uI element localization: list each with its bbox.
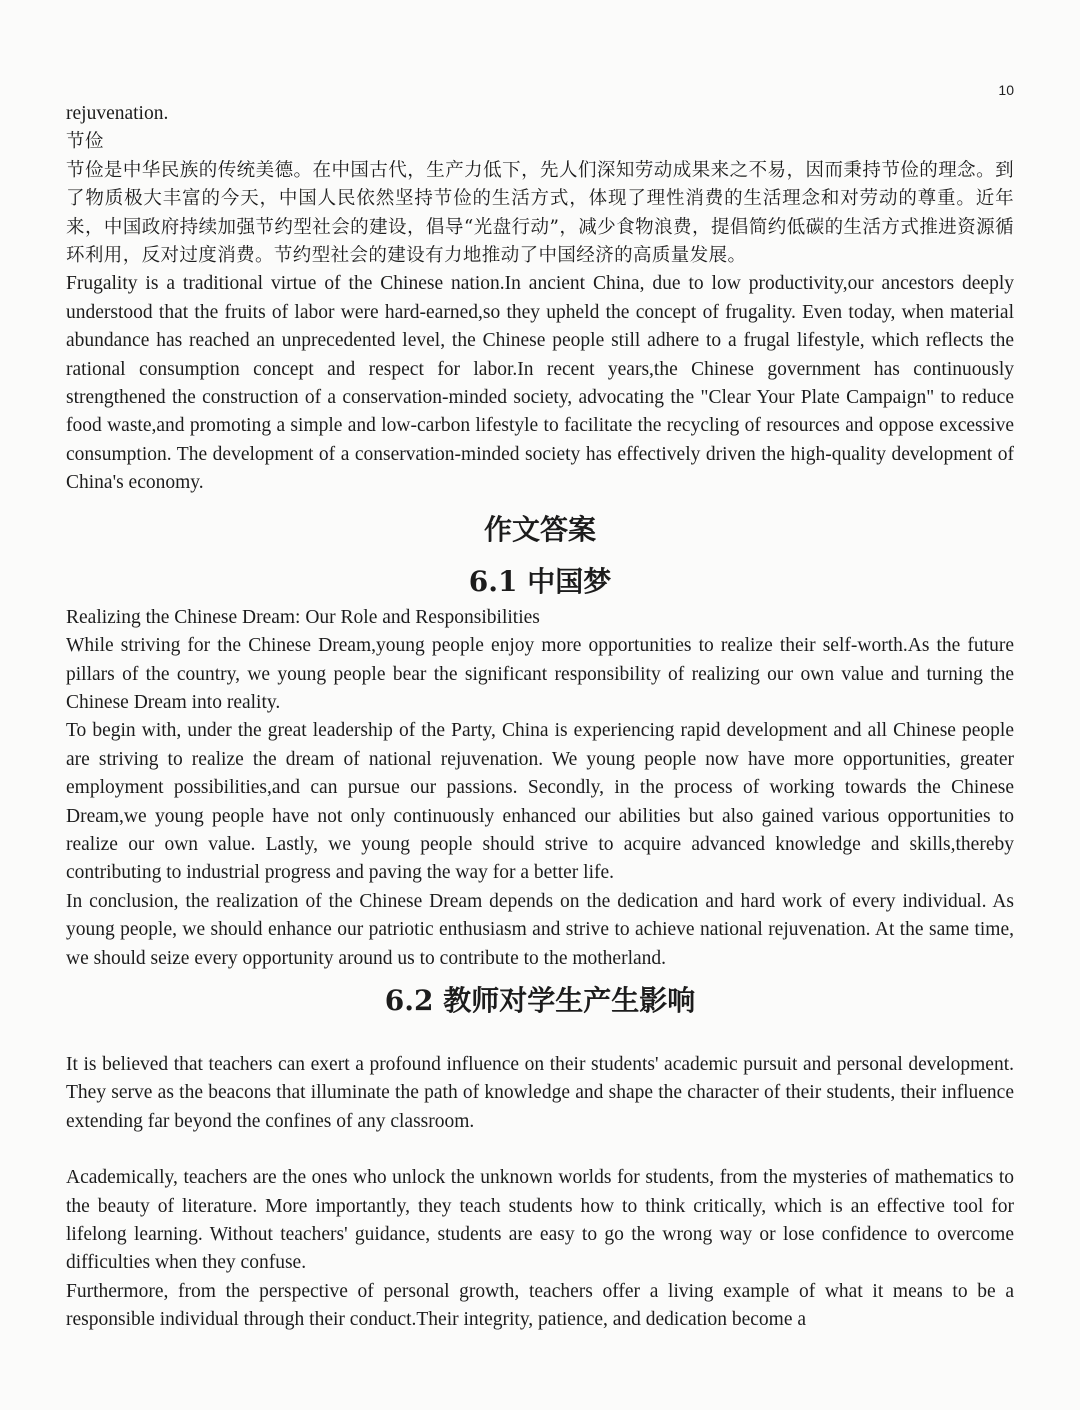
essay-6-1-paragraph-3: In conclusion, the realization of the Chinese Dream depends on the dedication and hard work of every individual. As young people, we should enhance our patriotic enthusiasm and strive to achieve national rejuvenation. At the same time, we should seize every opportunity around us to contribute to the motherland. bbox=[66, 890, 1014, 969]
essay-answers-heading: 作文答案 bbox=[483, 512, 596, 546]
frugality-title: 节俭 bbox=[66, 131, 104, 153]
essay-6-1-paragraph-1: While striving for the Chinese Dream,young people enjoy more opportunities to realize their self-worth.As the future pillars of the country, we young people bear the significant responsibility of realizing our own value and turning the Chinese Dream into reality. bbox=[66, 635, 1014, 713]
previous-paragraph-tail: rejuvenation. bbox=[66, 103, 169, 124]
frugality-chinese-paragraph: 节俭是中华民族的传统美德。在中国古代，生产力低下，先人们深知劳动成果来之不易，因而秉持节俭的理念。到了物质极大丰富的今天，中国人民依然坚持节俭的生活方式，体现了理性消费的生活理念和对劳动的尊重。近年来，中国政府持续加强节约型社会的建设，倡导“光盘行动”，减少食物浪费，提倡简约低碳的生活方式推进资源循环利用，反对过度消费。节约型社会的建设有力地推动了中国经济的高质量发展。 bbox=[66, 159, 1014, 267]
page-number: 10 bbox=[998, 82, 1014, 98]
frugality-english-paragraph: Frugality is a traditional virtue of the Chinese nation.In ancient China, due to low productivity,our ancestors deeply understood that the fruits of labor were hard-earned,so they upheld the concept of frugality. Even today, when material abundance has reached an unprecedented level, the Chinese people still adhere to a frugal lifestyle, which reflects the rational consumption concept and respect for labor.In recent years,the Chinese government has continuously strengthened the construction of a conservation-minded society, advocating the "Clear Your Plate Campaign" to reduce food waste,and promoting a simple and low-carbon lifestyle to facilitate the recycling of resources and oppose excessive consumption. The development of a conservation-minded society has effectively driven the high-quality development of China's economy. bbox=[66, 273, 1014, 494]
essay-6-1-title: Realizing the Chinese Dream: Our Role and Responsibilities bbox=[66, 606, 540, 628]
essay-6-2-heading: 6.2 教师对学生产生影响 bbox=[384, 983, 696, 1017]
page-content bbox=[66, 100, 1014, 1335]
spacer bbox=[66, 1023, 1014, 1051]
essay-6-2-paragraph-2: Academically, teachers are the ones who unlock the unknown worlds for students, from the mysteries of mathematics to the beauty of literature. More importantly, they teach students how to think critically, which is an effective tool for lifelong learning. Without teachers' guidance, students are easy to go the wrong way or lose confidence to overcome difficulties when they confuse. bbox=[66, 1167, 1014, 1274]
spacer bbox=[66, 1136, 1014, 1164]
essay-6-1-heading: 6.1 中国梦 bbox=[468, 564, 612, 598]
essay-6-1-paragraph-2: To begin with, under the great leadership of the Party, China is experiencing rapid development and all Chinese people are striving to realize the dream of national rejuvenation. We young people now have more opportunities, greater employment possibilities,and can pursue our passions. Secondly, in the process of working towards the Chinese Dream,we young people have not only continuously enhanced our abilities but also gained various opportunities to realize our own value. Lastly, we young people should strive to acquire advanced knowledge and skills,thereby contributing to industrial progress and paving the way for a better life. bbox=[66, 720, 1014, 884]
essay-6-2-paragraph-3: Furthermore, from the perspective of personal growth, teachers offer a living example of what it means to be a responsible individual through their conduct.Their integrity, patience, and dedication become a bbox=[66, 1280, 1014, 1331]
essay-6-2-paragraph-1: It is believed that teachers can exert a profound influence on their students' academic pursuit and personal development. They serve as the beacons that illuminate the path of knowledge and shape the character of their students, their influence extending far beyond the confines of any classroom. bbox=[66, 1053, 1014, 1132]
